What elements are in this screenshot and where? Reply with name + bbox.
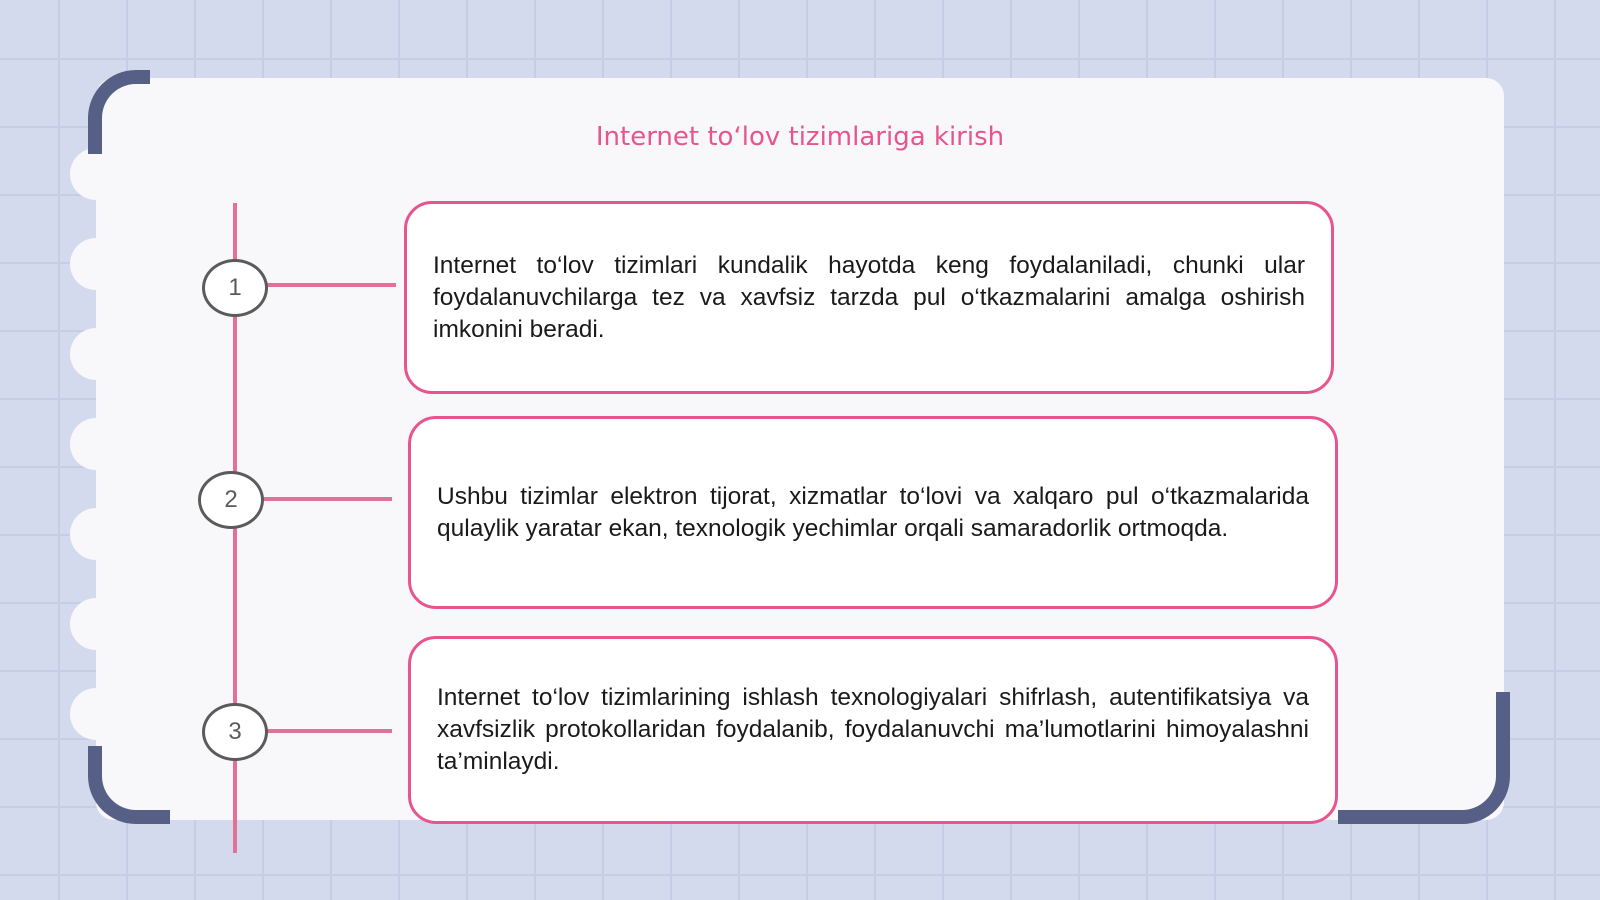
card-edge-bump bbox=[70, 238, 122, 290]
step-number-3: 3 bbox=[202, 703, 268, 761]
info-text-2: Ushbu tizimlar elektron tijorat, xizmatlar to‘lovi va xalqaro pul o‘tkazmalarida qulaylik yaratar ekan, texnologik yechimlar orqali samaradorlik ortmoqda. bbox=[437, 482, 1309, 542]
info-box-3 bbox=[408, 636, 1338, 824]
timeline-connector bbox=[265, 283, 396, 287]
timeline-connector bbox=[262, 497, 392, 501]
card-edge-bump bbox=[70, 328, 122, 380]
timeline-connector bbox=[265, 729, 392, 733]
card-edge-bump bbox=[70, 418, 122, 470]
step-number-2: 2 bbox=[198, 471, 264, 529]
step-number-1: 1 bbox=[202, 259, 268, 317]
info-box-2 bbox=[408, 416, 1338, 609]
frame-corner-bottom-right bbox=[1338, 692, 1510, 824]
card-edge-bump bbox=[70, 598, 122, 650]
info-text-3: Internet to‘lov tizimlarining ishlash texnologiyalari shifrlash, autentifikatsiya va xavfsizlik protokollaridan foydalanib, foydalanuvchi ma’lumotlarini himoyalashni ta’minlaydi. bbox=[437, 684, 1309, 775]
card-edge-bump bbox=[70, 148, 122, 200]
card-edge-bump bbox=[70, 508, 122, 560]
info-box-1 bbox=[404, 201, 1334, 394]
card-edge-bump bbox=[70, 688, 122, 740]
slide-title: Internet toʻlov tizimlariga kirish bbox=[595, 122, 1005, 152]
info-text-1: Internet to‘lov tizimlari kundalik hayotda keng foydalaniladi, chunki ular foydalanuvchilarga tez va xavfsiz tarzda pul o‘tkazmalarini amalga oshirish imkonini beradi. bbox=[433, 251, 1305, 343]
